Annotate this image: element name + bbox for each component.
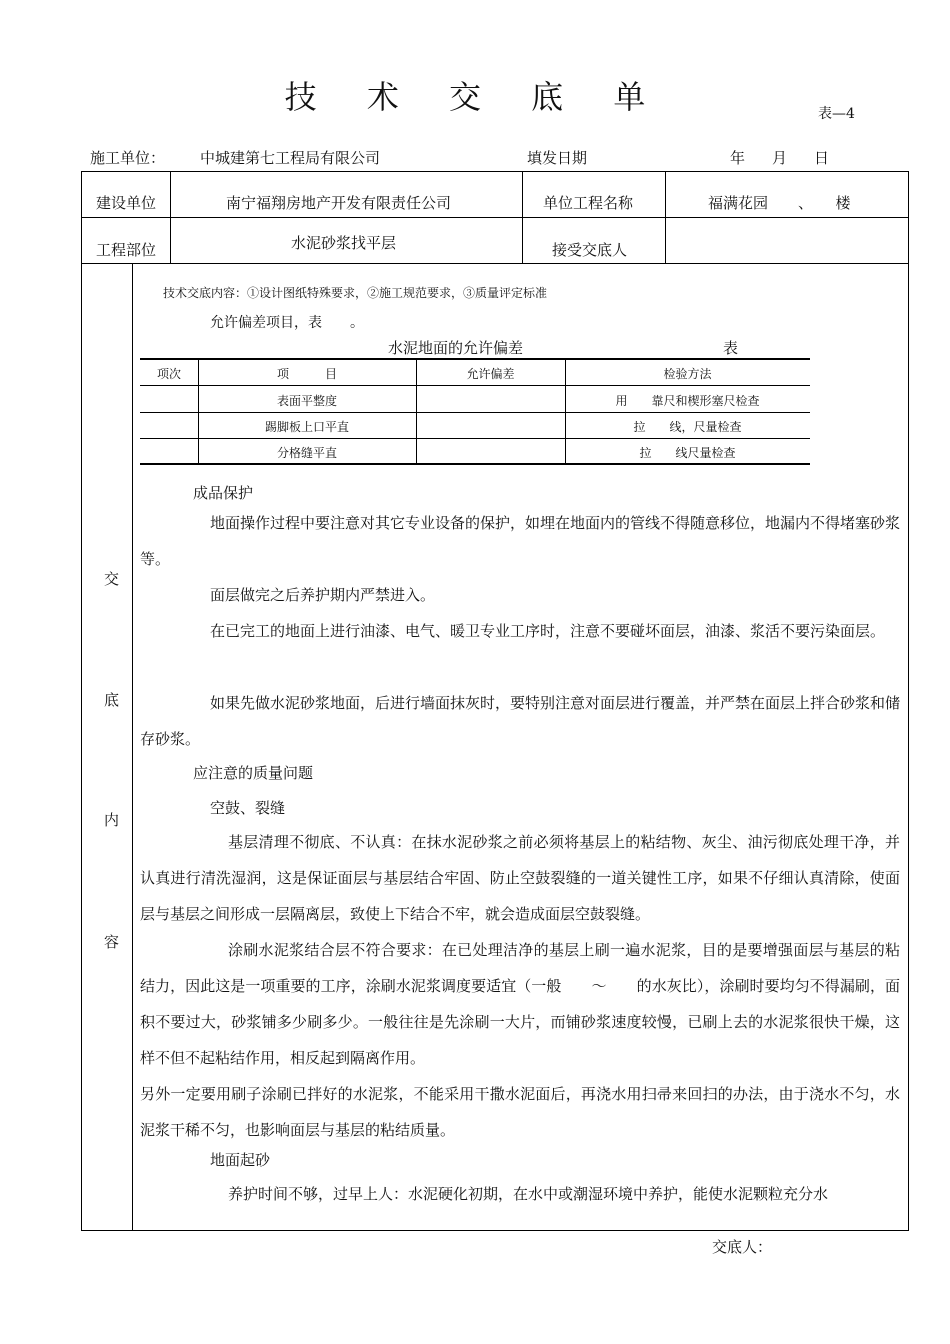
- row-divider: [81, 263, 909, 264]
- row-divider: [81, 217, 909, 218]
- col-divider: [170, 171, 171, 263]
- date-label: 填发日期: [527, 149, 588, 167]
- section-heading: 成品保护: [193, 484, 254, 502]
- paragraph: 在已完工的地面上进行油漆、电气、暖卫专业工序时，注意不要碰坏面层，油漆、浆活不要污染面层。: [210, 622, 886, 640]
- subtable-tag: 表: [723, 339, 739, 357]
- side-label-char: 内: [104, 811, 120, 829]
- builder-label: 施工单位：: [90, 149, 166, 167]
- project-label: 单位工程名称: [543, 194, 634, 212]
- subtable-cell: 踢脚板上口平直: [264, 420, 349, 434]
- col-divider: [132, 263, 133, 1231]
- allowance-line: 允许偏差项目，表 。: [210, 315, 364, 331]
- section-heading: 应注意的质量问题: [193, 764, 314, 782]
- date-day: 日: [814, 149, 830, 167]
- side-label-char: 交: [104, 570, 120, 588]
- owner-value: 南宁福翔房地产开发有限责任公司: [226, 194, 452, 212]
- paragraph: 另外一定要用刷子涂刷已拌好的水泥浆，不能采用干撒水泥面后，再浇水用扫帚来回扫的办法，由于浇水不匀，水泥浆干稀不匀，也影响面层与基层的粘结质量。: [140, 1085, 900, 1139]
- signer-label: 交底人：: [712, 1238, 773, 1256]
- builder-name: 中城建第七工程局有限公司: [200, 149, 381, 167]
- paragraph: 面层做完之后养护期内严禁进入。: [210, 586, 436, 604]
- subsection-heading: 空鼓、裂缝: [210, 799, 286, 817]
- project-value: 福满花园 、 楼: [708, 194, 851, 212]
- paragraph: 基层清理不彻底、不认真：在抹水泥砂浆之前必须将基层上的粘结物、灰尘、油污彻底处理干净，并认真进行清洗湿润，这是保证面层与基层结合牢固、防止空鼓裂缝的一道关键性工序，如果不仔细认真清除，使面层与基层之间形成一层隔离层，致使上下结合不牢，就会造成面层空鼓裂缝。: [140, 833, 900, 923]
- paragraph: 地面操作过程中要注意对其它专业设备的保护，如埋在地面内的管线不得随意移位，地漏内不得堵塞砂浆等。: [140, 514, 901, 568]
- paragraph: 养护时间不够，过早上人：水泥硬化初期，在水中或潮湿环境中养护，能使水泥颗粒充分水: [228, 1185, 829, 1203]
- content-intro: 技术交底内容：①设计图纸特殊要求，②施工规范要求，③质量评定标准: [163, 286, 548, 300]
- subsection-heading: 地面起砂: [210, 1151, 271, 1169]
- subtable-header: 允许偏差: [466, 367, 515, 381]
- subtable-cell: 拉 线，尺量检查: [633, 420, 742, 434]
- subtable-header: 检验方法: [663, 367, 712, 381]
- allowance-table: [140, 358, 810, 465]
- form-number: 表—4: [818, 106, 855, 122]
- document-title: 技 术 交 底 单: [284, 78, 666, 116]
- subtable-cell: 用 靠尺和楔形塞尺检查: [615, 394, 760, 408]
- owner-label: 建设单位: [96, 194, 157, 212]
- side-label-char: 底: [104, 691, 120, 709]
- date-year: 年: [730, 149, 746, 167]
- receiver-label: 接受交底人: [552, 241, 628, 259]
- paragraph: 涂刷水泥浆结合层不符合要求：在已处理洁净的基层上刷一遍水泥浆，目的是要增强面层与基层的粘结力，因此这是一项重要的工序，涂刷水泥浆调度要适宜（一般 ～ 的水灰比），涂刷时要均匀不得漏刷，面积不要过大，砂浆铺多少刷多少。一般往往是先涂刷一大片，而铺砂浆速度较慢，已刷上去的水泥浆很快干燥，这样不但不起粘结作用，相反起到隔离作用。: [140, 941, 900, 1067]
- col-divider: [665, 171, 666, 263]
- part-label: 工程部位: [96, 241, 157, 259]
- subtable-header: 项 目: [276, 367, 337, 381]
- side-label-char: 容: [104, 933, 120, 951]
- subtable-header: 项次: [156, 367, 181, 381]
- subtable-title: 水泥地面的允许偏差: [388, 339, 524, 357]
- date-month: 月: [772, 149, 788, 167]
- subtable-cell: 拉 线尺量检查: [639, 446, 736, 460]
- subtable-cell: 分格缝平直: [276, 446, 337, 460]
- col-divider: [522, 171, 523, 263]
- paragraph: 如果先做水泥砂浆地面，后进行墙面抹灰时，要特别注意对面层进行覆盖，并严禁在面层上拌合砂浆和储存砂浆。: [140, 694, 901, 748]
- subtable-cell: 表面平整度: [276, 394, 337, 408]
- part-value: 水泥砂浆找平层: [291, 234, 397, 252]
